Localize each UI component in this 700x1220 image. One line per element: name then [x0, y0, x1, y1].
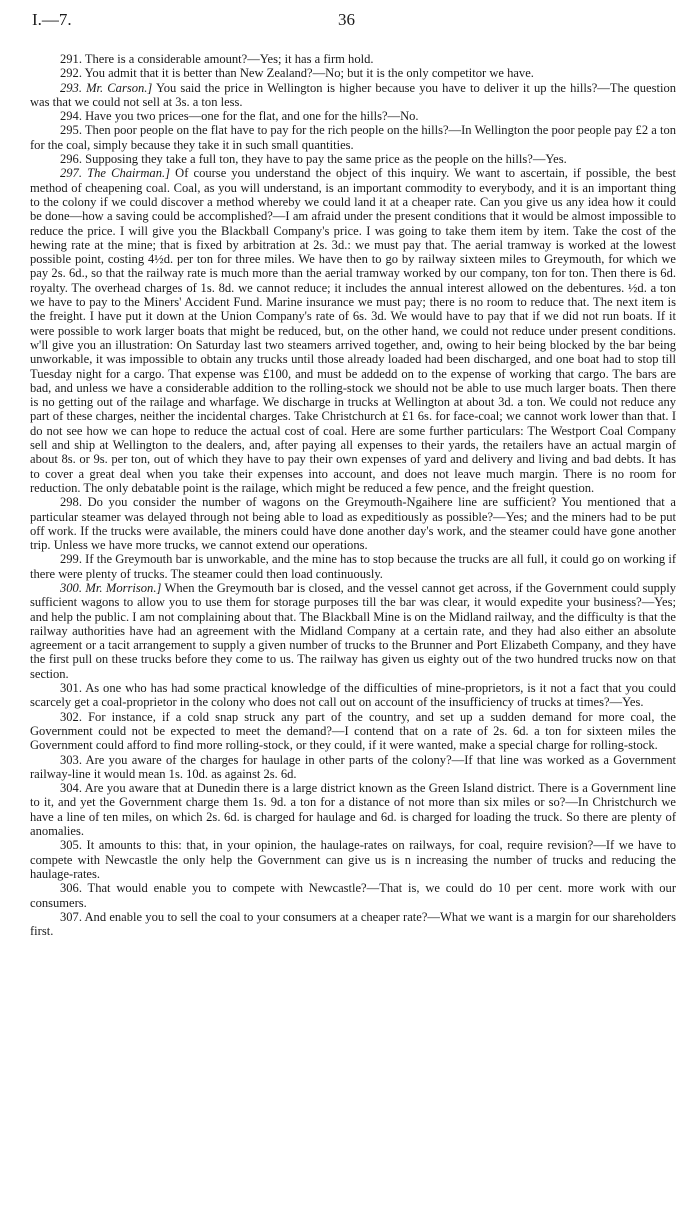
paragraph-297: 297. The Chairman.] Of course you understand the object of this inquiry. We want to ascertain, if possible, the best method of cheapening coal. Coal, as you will understand, is an important commodity to everybody, and it is an important thing to the colony if we could discover a method whereby we could land it at a cheaper rate. Can you give us any idea how it could be done—how a saving could be accomplished?—I am afraid under the present conditions that it would be almost impossible to reduce the price. I will give you the Blackball Company's price. I was going to take them item by item. Take the cost of the hewing rate at the mine; that is fixed by arbitration at 2s. 3d.: we must pay that. The aerial tramway is worked at the lowest possible point, costing 4½d. per ton for three miles. We have then to go by railway sixteen miles to Greymouth, for which we pay 2s. 6d., so that the railway rate is much more than the aerial tramway worked by our company, ton for ton. Then there is 6d. royalty. The overhead charges of 1s. 8d. we cannot reduce; it includes the annual interest allowed on the debentures. ½d. a ton we have to pay to the Miners' Accident Fund. Marine insurance we must pay; there is no room to reduce that. The next item is the freight. I have put it down at the Union Company's rate of 6s. 3d. We would have to pay that if we did not run boats. If it were possible to work larger boats that might be reduced, but, on the other hand, we could not reduce under present conditions. w'll give you an illustration: On Saturday last two steamers arrived together, and, owing to heir being blocked by the bar being unworkable, it was impossible to obtain any trucks until those already loaded had been discharged, and one boat had to stop till Tuesday night for a cargo. That expense was £100, and must be addedd on to the expense of working that cargo. The bars are bad, and unless we have a considerable addition to the rolling-stock we should not be able to use much larger boats. Then there is no getting out of the railage and wharfage. We discharge in trucks at Wellington at about 3d. a ton. We could not reduce any part of these charges, neither the incidental charges. Take Christchurch at £1 6s. for face-coal; we cannot work lower than that. I do not see how we can hope to reduce the actual cost of coal. Here are some further particulars: The Westport Coal Company sell and ship at Wellington to the dealers, and, after paying all expenses to their yards, the retailers have an actual margin of about 8s. or 9s. per ton, out of which they have to pay their own expenses of yard and delivery and living and bad debts. It has to cover a great deal when you take their expenses into account, and does not leave much margin. There is no room for reduction. The only debatable point is the railage, which might be reduced a few pence, and the freight question.: [30, 166, 676, 495]
paragraph-303: 303. Are you aware of the charges for haulage in other parts of the colony?—If that line was worked as a Government railway-line it would mean 1s. 10d. as against 2s. 6d.: [30, 752, 676, 781]
page-number: 36: [338, 10, 355, 29]
paragraph-306: 306. That would enable you to compete with Newcastle?—That is, we could do 10 per cent. more work with our consumers.: [30, 881, 676, 910]
paragraph-299: 299. If the Greymouth bar is unworkable, and the mine has to stop because the trucks are all full, it could go on working if there were plenty of trucks. The steamer could then load continuously.: [30, 552, 676, 581]
paragraph-291: 291. There is a considerable amount?—Yes; it has a firm hold.: [60, 52, 374, 66]
paragraph-304: 304. Are you aware that at Dunedin there is a large district known as the Green Island district. There is a Government line to it, and yet the Government charge them 1s. 9d. a ton for a distance of not more than six miles or so?—In Christchurch we have a line of ten miles, on which 2s. 6d. is charged for haulage and 6d. is charged for loading the truck. So there are plenty of anomalies.: [30, 781, 676, 839]
document-reference: I.—7.: [32, 10, 72, 29]
document-body: [30, 52, 676, 938]
paragraph-302: 302. For instance, if a cold snap struck any part of the country, and set up a sudden demand for more coal, the Government could not be expected to meet the demand?—I contend that on a rate of 2s. 6d. a ton for sixteen miles the Government could afford to find more rolling-stock, or they could, if it were wanted, make a special charge for rolling-stock.: [30, 709, 676, 753]
paragraph-293: 293. Mr. Carson.] You said the price in Wellington is higher because you have to deliver it up the hills?—The question was that we could not sell at 3s. a ton less.: [30, 80, 676, 109]
paragraph-307: 307. And enable you to sell the coal to your consumers at a cheaper rate?—What we want is a margin for our shareholders first.: [30, 909, 676, 939]
paragraph-296: 296. Supposing they take a full ton, they have to pay the same price as the people on the hills?—Yes.: [60, 152, 567, 167]
paragraph-292: 292. You admit that it is better than New Zealand?—No; but it is the only competitor we have.: [60, 66, 534, 81]
paragraph-298: 298. Do you consider the number of wagons on the Greymouth-Ngaihere line are sufficient? You mentioned that a particular steamer was delayed through not being able to load as expeditiously as possible?—Yes; and the miners had to be put off work. If the trucks were available, the miners could have done another day's work, and the steamer could have gone another trip. Unless we have more trucks, we cannot extend our operations.: [30, 495, 676, 553]
paragraph-300: 300. Mr. Morrison.] When the Greymouth bar is closed, and the vessel cannot get across, if the Government could supply sufficient wagons to allow you to use them for storage purposes till the bar was clear, it would expedite your business?—Yes; and help the public. I am not complaining about that. The Blackball Mine is on the Midland railway, and the difficulty is that the railway authorities have had an agreement with the Midland Company at a certain rate, and they had also either an absolute agreement or a tacit arrangement to supply a given number of trucks to the Brunner and Port Elizabeth Company, and they have the first pull on these trucks before they come to us. The railway has given us eighty out of the two hundred trucks now on that section.: [30, 580, 676, 681]
paragraph-294: 294. Have you two prices—one for the flat, and one for the hills?—No.: [60, 109, 419, 124]
page-header: [30, 8, 676, 38]
paragraph-305: 305. It amounts to this: that, in your opinion, the haulage-rates on railways, for coal, require revision?—If we have to compete with Newcastle the only help the Government can give us is n increasing the number of trucks and reducing the haulage-rates.: [30, 838, 676, 881]
paragraph-301: 301. As one who has had some practical knowledge of the difficulties of mine-proprietors, is it not a fact that you could scarcely get a coal-proprietor in the colony who does not call out on account of the insufficiency of trucks at times?—Yes.: [30, 681, 676, 710]
paragraph-295: 295. Then poor people on the flat have to pay for the rich people on the hills?—In Wellington the poor people pay £2 a ton for the coal, simply because they take it in such small quantities.: [30, 123, 676, 152]
